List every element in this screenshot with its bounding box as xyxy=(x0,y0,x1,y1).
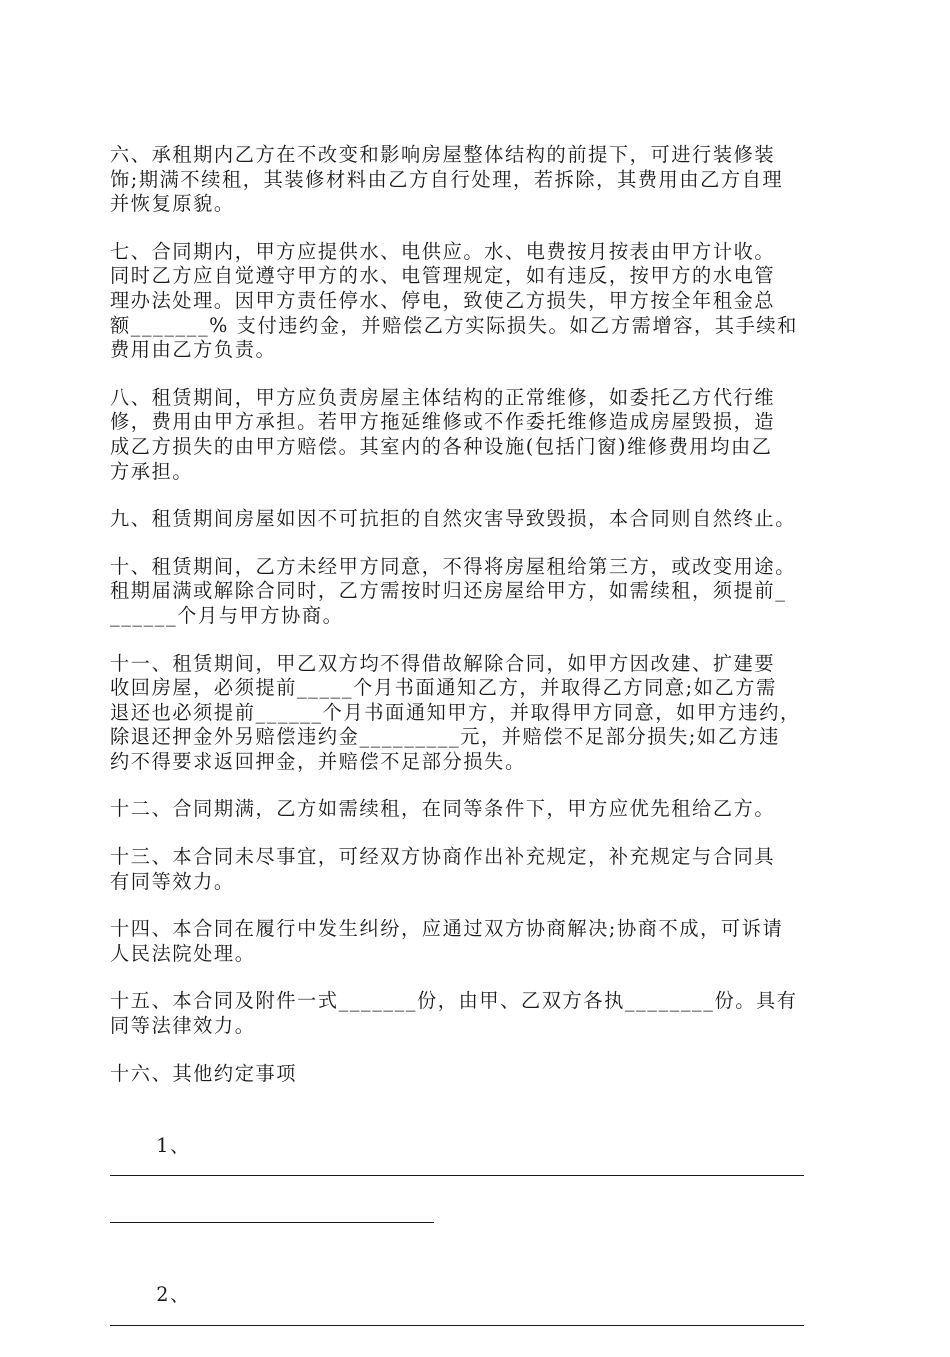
fill-in-blank-line xyxy=(110,1158,804,1176)
clause-line: 退还也必须提前______个月书面通知甲方，并取得甲方同意，如甲方违约， xyxy=(110,700,801,724)
clause-paragraph xyxy=(110,555,842,629)
clause-line: 人民法院处理。 xyxy=(110,941,256,965)
item-2 xyxy=(110,1259,842,1357)
clause-line: 七、合同期内，甲方应提供水、电供应。水、电费按月按表由甲方计收。 xyxy=(110,239,776,263)
clause-line: 除退还押金外另赔偿违约金_________元，并赔偿不足部分损失;如乙方违 xyxy=(110,725,781,749)
clause-paragraph xyxy=(110,989,842,1038)
clause-line: 八、租赁期间，甲方应负责房屋主体结构的正常维修，如委托乙方代行维 xyxy=(110,385,776,409)
clause-line: 费用由乙方负责。 xyxy=(110,338,277,362)
clause-paragraph xyxy=(110,386,842,484)
item-number: 2、 xyxy=(156,1283,191,1307)
clause-line: 有同等效力。 xyxy=(110,869,235,893)
clause-paragraph xyxy=(110,240,842,363)
item-number: 1、 xyxy=(156,1133,191,1157)
fill-in-blank-line xyxy=(110,1208,434,1223)
clause-line: 租期届满或解除合同时，乙方需按时归还房屋给甲方，如需续租，须提前_ xyxy=(110,579,787,603)
clause-line: 九、租赁期间房屋如因不可抗拒的自然灾害导致毁损，本合同则自然终止。 xyxy=(110,507,796,531)
clause-line: 收回房屋，必须提前_____个月书面通知乙方，并取得乙方同意;如乙方需 xyxy=(110,676,777,700)
clause-paragraph xyxy=(110,1062,842,1087)
contract-document xyxy=(110,143,842,1357)
clause-line: ______个月与甲方协商。 xyxy=(110,603,344,627)
clause-line: 十四、本合同在履行中发生纠纷，应通过双方协商解决;协商不成，可诉请 xyxy=(110,917,784,941)
clause-line: 成乙方损失的由甲方赔偿。其室内的各种设施(包括门窗)维修费用均由乙 xyxy=(110,434,773,458)
fill-in-blank-line xyxy=(110,1308,804,1326)
clause-line: 修，费用由甲方承担。若甲方拖延维修或不作委托维修造成房屋毁损，造 xyxy=(110,410,776,434)
clause-paragraph xyxy=(110,507,842,532)
clause-line: 方承担。 xyxy=(110,459,194,483)
clause-line: 同时乙方应自觉遵守甲方的水、电管理规定，如有违反，按甲方的水电管 xyxy=(110,264,776,288)
clause-line: 约不得要求返回押金，并赔偿不足部分损失。 xyxy=(110,749,526,773)
clause-line: 并恢复原貌。 xyxy=(110,192,235,216)
clause-line: 饰;期满不续租，其装修材料由乙方自行处理，若拆除，其费用由乙方自理 xyxy=(110,167,784,191)
item-1-line xyxy=(110,1109,842,1207)
clause-line: 额_______% 支付违约金，并赔偿乙方实际损失。如乙方需增容，其手续和 xyxy=(110,313,798,337)
clause-line: 十、租赁期间，乙方未经甲方同意，不得将房屋租给第三方，或改变用途。 xyxy=(110,554,796,578)
clause-paragraph xyxy=(110,845,842,894)
clause-line: 十一、租赁期间，甲乙双方均不得借故解除合同，如甲方因改建、扩建要 xyxy=(110,651,776,675)
clause-line: 十六、其他约定事项 xyxy=(110,1061,298,1085)
clause-line: 六、承租期内乙方在不改变和影响房屋整体结构的前提下，可进行装修装 xyxy=(110,143,776,166)
clause-line: 十三、本合同未尽事宜，可经双方协商作出补充规定，补充规定与合同具 xyxy=(110,845,776,869)
clause-paragraph xyxy=(110,143,842,217)
item-2-line xyxy=(110,1259,842,1357)
clause-line: 十五、本合同及附件一式_______份，由甲、乙双方各执________份。具有 xyxy=(110,989,798,1013)
item-1 xyxy=(110,1109,842,1222)
clause-line: 同等法律效力。 xyxy=(110,1014,256,1038)
clause-paragraph xyxy=(110,917,842,966)
clause-paragraph xyxy=(110,797,842,822)
clause-line: 十二、合同期满，乙方如需续租，在同等条件下，甲方应优先租给乙方。 xyxy=(110,797,776,821)
clause-paragraph xyxy=(110,652,842,775)
clause-line: 理办法处理。因甲方责任停水、停电，致使乙方损失，甲方按全年租金总 xyxy=(110,288,776,312)
paragraph-list xyxy=(110,143,842,1086)
